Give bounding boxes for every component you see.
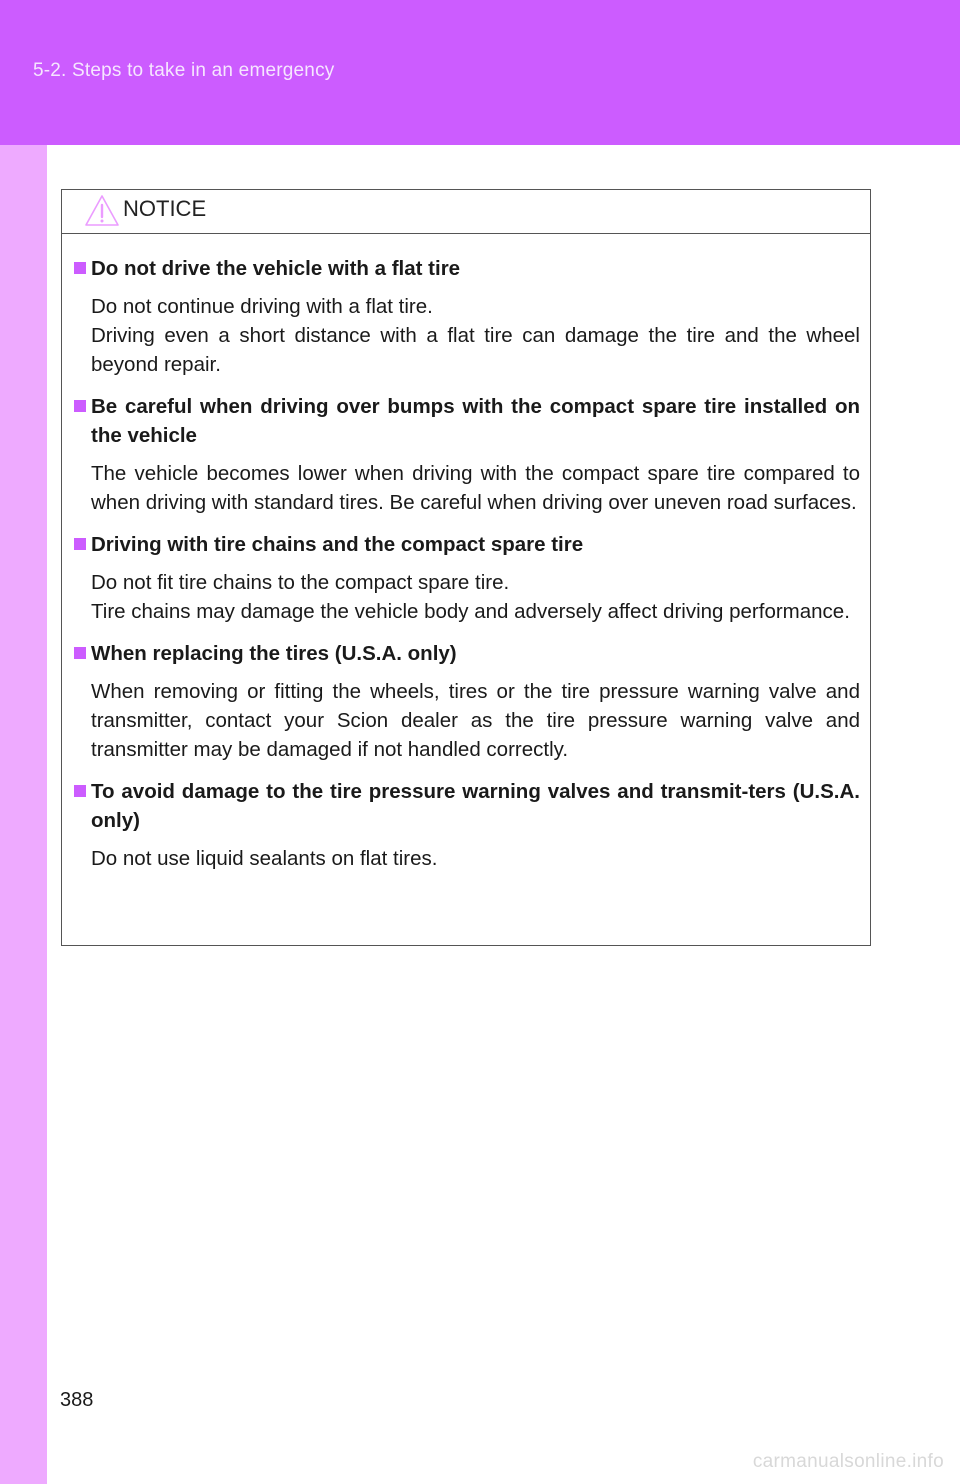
square-bullet-icon bbox=[74, 262, 86, 274]
item-paragraph: Driving even a short distance with a flat tire can damage the tire and the wheel beyond repair. bbox=[91, 324, 860, 376]
item-title: Do not drive the vehicle with a flat tire bbox=[91, 257, 461, 280]
item-text bbox=[74, 292, 860, 379]
section-title: 5-2. Steps to take in an emergency bbox=[33, 60, 335, 81]
item-title: Be careful when driving over bumps with the compact spare tire installed on the vehicle bbox=[91, 395, 860, 447]
notice-box bbox=[61, 189, 871, 946]
item-heading bbox=[74, 530, 860, 559]
item-text bbox=[74, 459, 860, 517]
item-title: To avoid damage to the tire pressure warning valves and transmit-ters (U.S.A. only) bbox=[91, 780, 860, 832]
square-bullet-icon bbox=[74, 538, 86, 550]
square-bullet-icon bbox=[74, 785, 86, 797]
notice-item-tire-chains bbox=[74, 530, 860, 626]
notice-title: NOTICE bbox=[123, 195, 207, 221]
side-strip bbox=[0, 145, 47, 1484]
item-paragraph: Tire chains may damage the vehicle body and adversely affect driving performance. bbox=[91, 600, 850, 623]
item-paragraph: The vehicle becomes lower when driving with the compact spare tire compared to when driving with standard tires. Be careful when driving over uneven road surfaces. bbox=[91, 462, 860, 514]
item-text bbox=[74, 844, 860, 873]
item-heading bbox=[74, 254, 860, 283]
watermark: carmanualsonline.info bbox=[752, 1451, 944, 1472]
item-title: Driving with tire chains and the compact spare tire bbox=[91, 533, 584, 556]
notice-item-bumps bbox=[74, 392, 860, 517]
notice-body bbox=[62, 234, 870, 873]
notice-item-sealants bbox=[74, 777, 860, 873]
warning-triangle-icon bbox=[84, 194, 120, 228]
item-title: When replacing the tires (U.S.A. only) bbox=[91, 642, 457, 665]
item-paragraph: Do not fit tire chains to the compact spare tire. bbox=[91, 571, 510, 594]
square-bullet-icon bbox=[74, 400, 86, 412]
notice-header bbox=[62, 190, 870, 234]
square-bullet-icon bbox=[74, 647, 86, 659]
item-heading bbox=[74, 639, 860, 668]
item-text bbox=[74, 677, 860, 764]
item-paragraph: Do not use liquid sealants on flat tires. bbox=[91, 847, 438, 870]
notice-item-flat-tire bbox=[74, 254, 860, 379]
item-heading bbox=[74, 777, 860, 835]
page-number: 388 bbox=[60, 1389, 94, 1411]
item-heading bbox=[74, 392, 860, 450]
notice-item-replacing-tires bbox=[74, 639, 860, 764]
item-text bbox=[74, 568, 860, 626]
item-paragraph: When removing or fitting the wheels, tires or the tire pressure warning valve and transmitter, contact your Scion dealer as the tire pressure warning valve and transmitter may be damaged if not handled correctly. bbox=[91, 680, 860, 761]
item-paragraph: Do not continue driving with a flat tire. bbox=[91, 295, 433, 318]
